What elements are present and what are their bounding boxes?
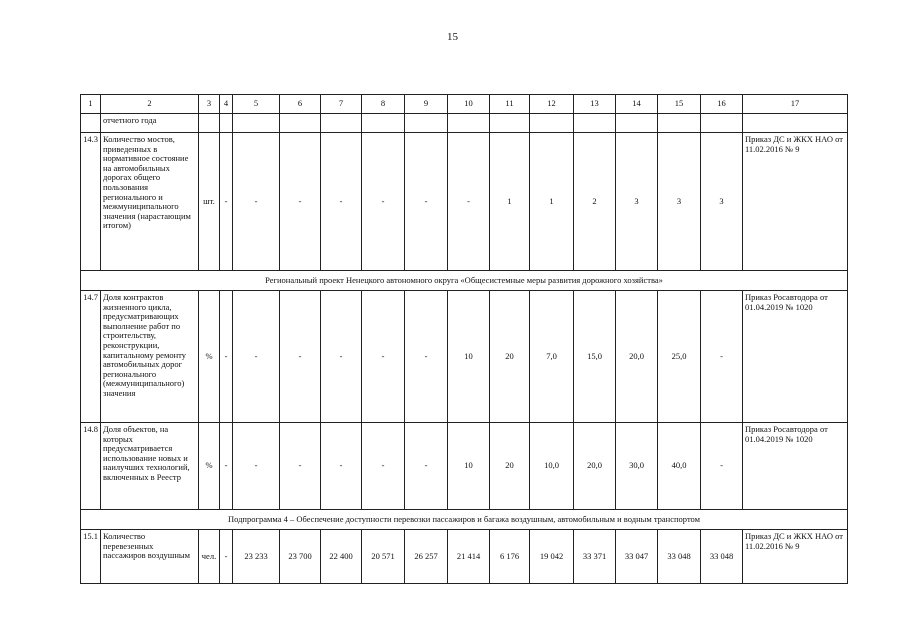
row-number: 15.1 bbox=[81, 530, 101, 584]
value-cell: 20 bbox=[490, 423, 530, 510]
value-cell: 3 bbox=[701, 133, 743, 271]
value-cell: - bbox=[233, 423, 280, 510]
value-cell: - bbox=[362, 423, 405, 510]
column-header: 16 bbox=[701, 95, 743, 114]
empty-cell bbox=[616, 114, 658, 133]
column-header: 14 bbox=[616, 95, 658, 114]
continuation-row bbox=[81, 114, 848, 133]
continuation-text: отчетного года bbox=[101, 114, 199, 133]
value-cell: 1 bbox=[490, 133, 530, 271]
column-header: 2 bbox=[101, 95, 199, 114]
value-cell: 23 700 bbox=[280, 530, 321, 584]
empty-cell bbox=[81, 114, 101, 133]
source-document: Приказ Росавтодора от 01.04.2019 № 1020 bbox=[743, 291, 848, 423]
column-header: 1 bbox=[81, 95, 101, 114]
value-cell: - bbox=[233, 291, 280, 423]
empty-cell bbox=[321, 114, 362, 133]
column-header: 10 bbox=[448, 95, 490, 114]
value-cell: 20 bbox=[490, 291, 530, 423]
column-header: 5 bbox=[233, 95, 280, 114]
section-row bbox=[81, 510, 848, 530]
value-cell: 20,0 bbox=[616, 291, 658, 423]
value-cell: - bbox=[405, 423, 448, 510]
empty-cell bbox=[362, 114, 405, 133]
value-cell: - bbox=[280, 423, 321, 510]
column-header: 13 bbox=[574, 95, 616, 114]
value-cell: 40,0 bbox=[658, 423, 701, 510]
value-cell: 26 257 bbox=[405, 530, 448, 584]
unit-cell: чел. bbox=[199, 530, 220, 584]
value-cell: - bbox=[233, 133, 280, 271]
value-cell: 33 047 bbox=[616, 530, 658, 584]
section-title: Подпрограмма 4 – Обеспечение доступности перевозки пассажиров и багажа воздушным, автомобильным и водным транспортом bbox=[81, 510, 848, 530]
column-header: 3 bbox=[199, 95, 220, 114]
value-cell: 30,0 bbox=[616, 423, 658, 510]
empty-cell bbox=[701, 114, 743, 133]
column-header: 15 bbox=[658, 95, 701, 114]
value-cell: - bbox=[701, 291, 743, 423]
column-header: 12 bbox=[530, 95, 574, 114]
value-cell: 33 371 bbox=[574, 530, 616, 584]
header-row bbox=[81, 95, 848, 114]
row-number: 14.7 bbox=[81, 291, 101, 423]
value-cell: 1 bbox=[530, 133, 574, 271]
column-header: 6 bbox=[280, 95, 321, 114]
source-document: Приказ ДС и ЖКХ НАО от 11.02.2016 № 9 bbox=[743, 530, 848, 584]
column-header: 7 bbox=[321, 95, 362, 114]
table-row bbox=[81, 423, 848, 510]
value-cell: 10 bbox=[448, 291, 490, 423]
value-cell: - bbox=[362, 291, 405, 423]
value-cell: 33 048 bbox=[701, 530, 743, 584]
column-header: 8 bbox=[362, 95, 405, 114]
table-body bbox=[81, 95, 848, 584]
source-document: Приказ Росавтодора от 01.04.2019 № 1020 bbox=[743, 423, 848, 510]
value-cell: 22 400 bbox=[321, 530, 362, 584]
empty-cell bbox=[658, 114, 701, 133]
empty-cell bbox=[199, 114, 220, 133]
unit-cell: % bbox=[199, 423, 220, 510]
base-cell: - bbox=[220, 423, 233, 510]
value-cell: 19 042 bbox=[530, 530, 574, 584]
value-cell: - bbox=[448, 133, 490, 271]
value-cell: 3 bbox=[658, 133, 701, 271]
empty-cell bbox=[574, 114, 616, 133]
empty-cell bbox=[220, 114, 233, 133]
value-cell: 25,0 bbox=[658, 291, 701, 423]
value-cell: - bbox=[405, 133, 448, 271]
empty-cell bbox=[448, 114, 490, 133]
column-header: 4 bbox=[220, 95, 233, 114]
empty-cell bbox=[233, 114, 280, 133]
table-row bbox=[81, 291, 848, 423]
value-cell: 3 bbox=[616, 133, 658, 271]
source-document: Приказ ДС и ЖКХ НАО от 11.02.2016 № 9 bbox=[743, 133, 848, 271]
value-cell: 33 048 bbox=[658, 530, 701, 584]
column-header: 17 bbox=[743, 95, 848, 114]
indicator-name: Доля контрактов жизненного цикла, предусматривающих выполнение работ по строительству, реконструкции, капитальному ремонту автомобильных дорог регионального (межмуниципального) значения bbox=[101, 291, 199, 423]
value-cell: - bbox=[280, 133, 321, 271]
value-cell: 6 176 bbox=[490, 530, 530, 584]
value-cell: - bbox=[321, 423, 362, 510]
section-row bbox=[81, 271, 848, 291]
row-number: 14.3 bbox=[81, 133, 101, 271]
base-cell: - bbox=[220, 133, 233, 271]
table-row bbox=[81, 133, 848, 271]
row-number: 14.8 bbox=[81, 423, 101, 510]
table-row bbox=[81, 530, 848, 584]
value-cell: - bbox=[321, 133, 362, 271]
value-cell: 10 bbox=[448, 423, 490, 510]
unit-cell: шт. bbox=[199, 133, 220, 271]
value-cell: 20,0 bbox=[574, 423, 616, 510]
section-title: Региональный проект Ненецкого автономного округа «Общесистемные меры развития дорожного хозяйства» bbox=[81, 271, 848, 291]
column-header: 9 bbox=[405, 95, 448, 114]
indicator-name: Доля объектов, на которых предусматривается использование новых и наилучших технологий, включенных в Реестр bbox=[101, 423, 199, 510]
base-cell: - bbox=[220, 530, 233, 584]
empty-cell bbox=[490, 114, 530, 133]
column-header: 11 bbox=[490, 95, 530, 114]
base-cell: - bbox=[220, 291, 233, 423]
empty-cell bbox=[743, 114, 848, 133]
value-cell: 15,0 bbox=[574, 291, 616, 423]
page-number: 15 bbox=[447, 31, 458, 43]
value-cell: 7,0 bbox=[530, 291, 574, 423]
value-cell: - bbox=[280, 291, 321, 423]
value-cell: - bbox=[701, 423, 743, 510]
value-cell: - bbox=[405, 291, 448, 423]
empty-cell bbox=[280, 114, 321, 133]
value-cell: 21 414 bbox=[448, 530, 490, 584]
value-cell: 23 233 bbox=[233, 530, 280, 584]
indicators-table bbox=[80, 94, 848, 584]
value-cell: 20 571 bbox=[362, 530, 405, 584]
indicator-name: Количество перевезенных пассажиров воздушным bbox=[101, 530, 199, 584]
value-cell: - bbox=[321, 291, 362, 423]
value-cell: - bbox=[362, 133, 405, 271]
empty-cell bbox=[530, 114, 574, 133]
value-cell: 2 bbox=[574, 133, 616, 271]
empty-cell bbox=[405, 114, 448, 133]
value-cell: 10,0 bbox=[530, 423, 574, 510]
unit-cell: % bbox=[199, 291, 220, 423]
indicator-name: Количество мостов, приведенных в нормативное состояние на автомобильных дорогах общего пользования регионального и межмуниципального значения (нарастающим итогом) bbox=[101, 133, 199, 271]
